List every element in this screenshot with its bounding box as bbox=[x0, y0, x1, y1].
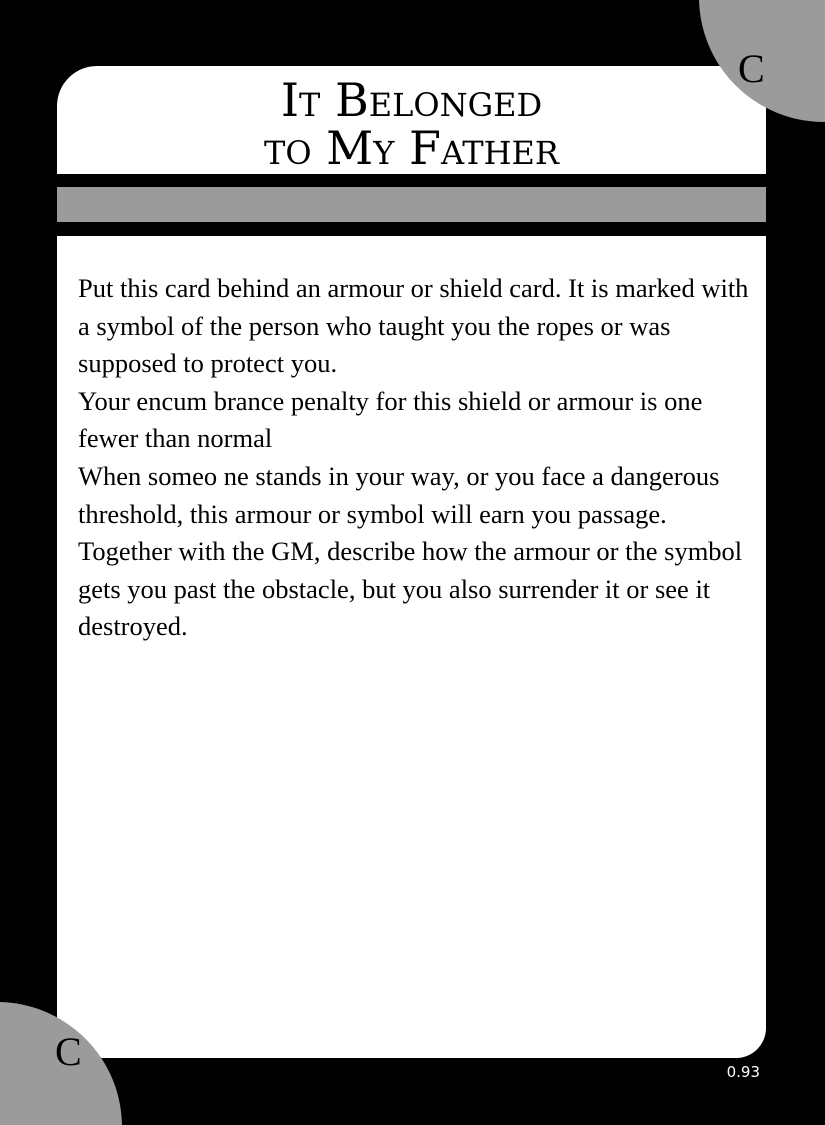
divider-bar bbox=[57, 187, 766, 222]
body-paragraph-1: Put this card behind an armour or shield card. It is marked with a symbol of the person who taught you the ropes or was supposed to protect you. bbox=[78, 273, 749, 379]
card-title-line-1: It Belonged bbox=[280, 73, 543, 127]
card-body-panel bbox=[57, 236, 766, 1058]
body-paragraph-2: Your encum brance penalty for this shield or armour is one fewer than normal bbox=[78, 385, 703, 454]
card-title-line-2: to My Father bbox=[263, 121, 560, 175]
corner-letter-bottom: C bbox=[55, 1029, 82, 1074]
card-body-text bbox=[78, 270, 754, 646]
card-title bbox=[57, 73, 766, 175]
title-panel bbox=[57, 66, 766, 174]
version-label: 0.93 bbox=[726, 1063, 760, 1081]
corner-letter-top: C bbox=[738, 46, 765, 91]
body-paragraph-3: When someo ne stands in your way, or you face a dangerous threshold, this armour or symbol will earn you passage. Together with the GM, describe how the armour or the symbol gets you past the obstacle, but you also surrender it or see it destroyed. bbox=[78, 460, 743, 642]
